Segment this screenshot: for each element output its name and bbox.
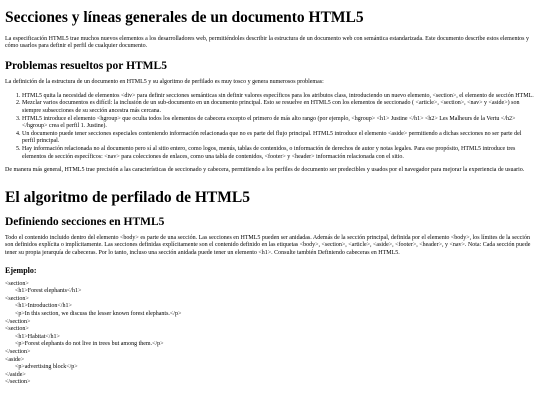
intro-paragraph: La especificación HTML5 trae muchos nuevos elementos a los desarrolladores web, permitiéndoles describir la estructura de un documento web con semántica estandarizada. Este documento describe estos elementos y cómo usarlos para definir el perfil de cualquier documento. [5, 35, 529, 50]
code-line: <section> [5, 280, 29, 287]
subheading-defining-sections: Definiendo secciones en HTML5 [5, 215, 165, 228]
list-item: 4. Un documento puede tener secciones especiales conteniendo información relacionada que no es parte del flujo principal. HTML5 introduce el elemento <aside> permitiendo a dichas secciones no ser parte del perfil principal. [22, 131, 535, 146]
problems-list [5, 93, 535, 161]
code-line: <section> [5, 295, 29, 302]
example-heading: Ejemplo: [5, 265, 37, 275]
code-example [5, 281, 535, 387]
code-line: </section> [5, 348, 31, 355]
problems-lead-paragraph: La definición de la estructura de un documento en HTML5 y su algoritmo de perfilado es muy tosco y genera numerosos problemas: [5, 79, 324, 86]
problems-closing-paragraph: De manera más general, HTML5 trae precisión a las características de seccionado y cabecera, permitiendo a los perfiles de documento ser predecibles y usados por el navegador para mejorar la experiencia de usuario. [5, 167, 525, 174]
code-line: </section> [5, 318, 31, 325]
list-item: 5. Hay información relacionada no al documento pero sí al sitio entero, como logos, menús, tablas de contenidos, o información de derechos de autor y notas legales. Para ese propósito, HTML5 introduce tres elementos de sección específicos: <nav> para colecciones de enlaces, como una tabla de contenidos, <footer> y <header> información relacionada con el sitio. [22, 146, 535, 161]
code-line: <section> [5, 326, 29, 333]
list-item: 3. HTML5 introduce el elemento <hgroup> que oculta todos los elementos de cabecera excepto el primero de más alto rango (por ejemplo, <hgroup> <h1> Justine </h1> <h2> Les Malheurs de la Vertu </h2> </hgroup> crea el perfil 1. Justine). [22, 116, 535, 131]
list-item: 2. Mezclar varios documentos es difícil: la inclusión de un sub-documento en un documento principal. Esto se resuelve en HTML5 con los elementos de seccionado ( <article>, <section>, <nav> y <aside>) son siempre subsecciones de su sección ancestra más cercana. [22, 100, 535, 115]
document-page [0, 9, 540, 387]
list-item: 1. HTML5 quita la necesidad de elementos <div> para definir secciones semánticas sin definir valores específicos para los atributos class, introduciendo un nuevo elemento, <section>, el elemento de sección HTML. [22, 93, 535, 101]
code-line: <h1>Introduction</h1> [15, 303, 72, 310]
defining-sections-paragraph: Todo el contenido incluido dentro del elemento <body> es parte de una sección. Las secciones en HTML5 pueden ser anidadas. Además de la sección principal, definida por el elemento <body>, los límites de la sección son definidos explícita o implícitamente. Las secciones definidas explícitamente son el contenido definido en las etiquetas <body>, <section>, <article>, <aside>, <footer>, <header>, y <nav>. Nota: Cada sección puede tener su propia jerarquía de cabeceras. Por lo tanto, incluso una sección anidada puede tener un elemento <h1>. Consulte también Definiendo cabeceras en HTML5. [5, 234, 531, 256]
page-title: Secciones y líneas generales de un documento HTML5 [5, 9, 364, 26]
code-line: <aside> [5, 356, 25, 363]
code-line: </aside> [5, 371, 26, 378]
code-line: <p>advertising block</p> [15, 364, 78, 371]
section-heading-algorithm: El algoritmo de perfilado de HTML5 [5, 188, 250, 206]
section-heading-problems: Problemas resueltos por HTML5 [5, 60, 167, 72]
code-line: <h1>Forest elephants</h1> [15, 288, 82, 295]
code-line: <h1>Habitat</h1> [15, 333, 60, 340]
code-line: <p>Forest elephants do not live in trees but among them.</p> [15, 341, 164, 348]
code-line: <p>In this section, we discuss the lesser known forest elephants.</p> [15, 310, 182, 317]
code-line: </section> [5, 379, 31, 386]
